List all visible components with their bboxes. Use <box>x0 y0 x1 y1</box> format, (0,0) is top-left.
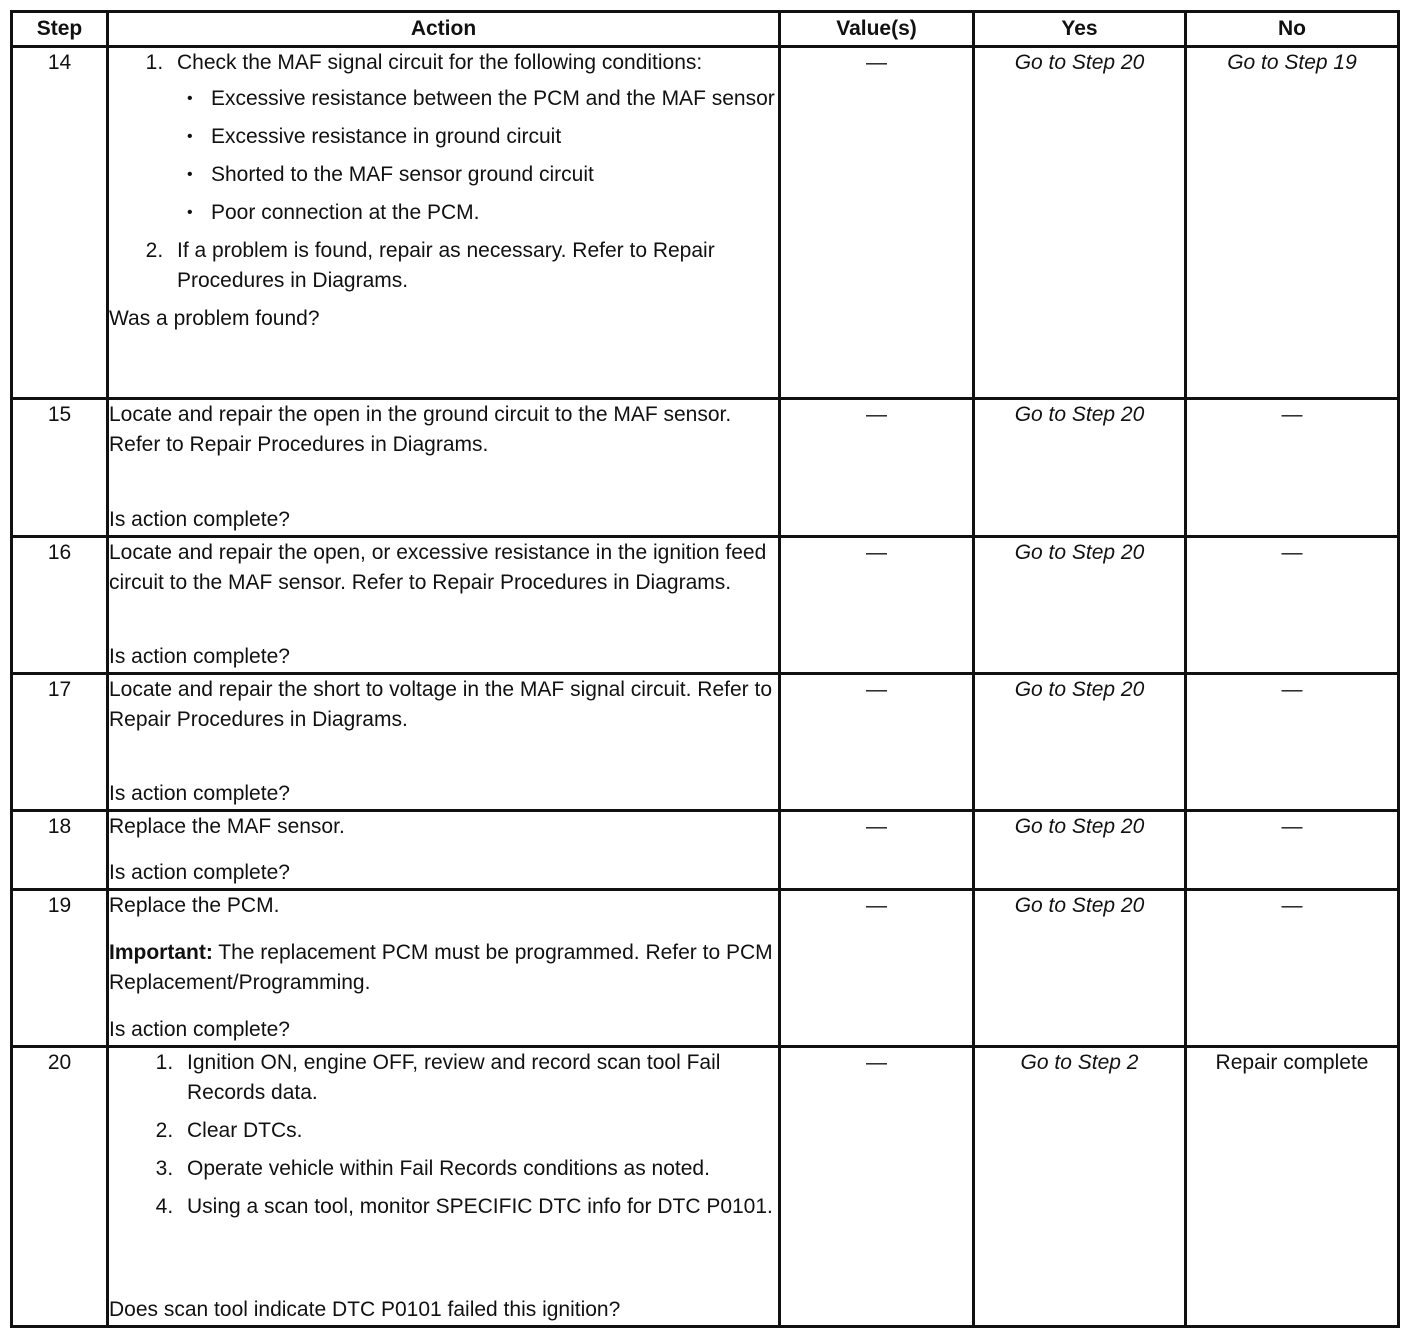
condition-item: • Shorted to the MAF sensor ground circuit <box>205 160 778 190</box>
header-step: Step <box>12 12 108 47</box>
table-row-step-16 <box>12 537 1399 674</box>
no-cell <box>1186 674 1399 811</box>
value-cell <box>780 1047 974 1327</box>
step-number: 18 <box>12 811 108 890</box>
no-cell <box>1186 811 1399 890</box>
action-question: Is action complete? <box>109 1018 290 1041</box>
no-dash: — <box>1281 403 1303 426</box>
action-text: Replace the MAF sensor. <box>109 815 345 838</box>
no-cell <box>1186 1047 1399 1327</box>
condition-item: • Poor connection at the PCM. <box>205 198 778 228</box>
action-cell <box>108 674 780 811</box>
yes-link[interactable]: Go to Step 20 <box>1014 894 1145 917</box>
action-steps <box>109 1048 778 1230</box>
yes-cell <box>974 890 1186 1047</box>
action-cell <box>108 890 780 1047</box>
action-text: Locate and repair the short to voltage in the MAF signal circuit. Refer to Repair Procedures in Diagrams. <box>109 678 773 731</box>
yes-link[interactable]: Go to Step 2 <box>1020 1051 1139 1074</box>
action-steps <box>109 48 778 296</box>
action-question: Is action complete? <box>109 782 290 805</box>
condition-item: • Excessive resistance in ground circuit <box>205 122 778 152</box>
value-cell <box>780 399 974 537</box>
action-question: Is action complete? <box>109 645 290 668</box>
no-link[interactable]: Repair complete <box>1215 1051 1369 1074</box>
value-cell <box>780 47 974 399</box>
condition-item: • Excessive resistance between the PCM and the MAF sensor <box>205 84 778 114</box>
yes-link[interactable]: Go to Step 20 <box>1014 51 1145 74</box>
yes-cell <box>974 674 1186 811</box>
no-dash: — <box>1281 541 1303 564</box>
value-cell <box>780 890 974 1047</box>
header-values: Value(s) <box>780 12 974 47</box>
yes-cell <box>974 47 1186 399</box>
step-number: 17 <box>12 674 108 811</box>
value-dash: — <box>866 678 887 701</box>
header-action: Action <box>108 12 780 47</box>
action-question: Does scan tool indicate DTC P0101 failed this ignition? <box>109 1298 621 1321</box>
no-dash: — <box>1281 815 1303 838</box>
yes-link[interactable]: Go to Step 20 <box>1014 541 1145 564</box>
action-question: Was a problem found? <box>109 307 320 330</box>
action-cell <box>108 537 780 674</box>
action-question: Is action complete? <box>109 861 290 884</box>
step-number: 16 <box>12 537 108 674</box>
header-row <box>12 12 1399 47</box>
yes-cell <box>974 811 1186 890</box>
action-step-item: 2. Clear DTCs. <box>179 1116 778 1146</box>
important-note <box>109 938 778 998</box>
header-yes: Yes <box>974 12 1186 47</box>
yes-link[interactable]: Go to Step 20 <box>1014 678 1145 701</box>
value-dash: — <box>866 51 887 74</box>
yes-link[interactable]: Go to Step 20 <box>1014 403 1145 426</box>
action-cell <box>108 399 780 537</box>
table-row-step-19 <box>12 890 1399 1047</box>
action-step-item: 1. Ignition ON, engine OFF, review and record scan tool Fail Records data. <box>179 1048 778 1108</box>
action-question: Is action complete? <box>109 508 290 531</box>
step-number: 20 <box>12 1047 108 1327</box>
action-cell <box>108 1047 780 1327</box>
table-row-step-17 <box>12 674 1399 811</box>
step-number: 19 <box>12 890 108 1047</box>
value-cell <box>780 537 974 674</box>
table-row-step-18 <box>12 811 1399 890</box>
no-cell <box>1186 47 1399 399</box>
yes-cell <box>974 1047 1186 1327</box>
action-step-text: Check the MAF signal circuit for the following conditions: <box>177 51 703 74</box>
no-link[interactable]: Go to Step 19 <box>1227 51 1357 74</box>
action-text: Locate and repair the open in the ground circuit to the MAF sensor. Refer to Repair Procedures in Diagrams. <box>109 403 732 456</box>
value-dash: — <box>866 1051 887 1074</box>
action-cell <box>108 811 780 890</box>
yes-cell <box>974 399 1186 537</box>
no-dash: — <box>1281 678 1303 701</box>
important-text: The replacement PCM must be programmed. Refer to PCM Replacement/Programming. <box>109 941 773 994</box>
condition-list <box>177 84 778 228</box>
action-step-item: 4. Using a scan tool, monitor SPECIFIC DTC info for DTC P0101. <box>179 1192 778 1222</box>
table-row-step-15 <box>12 399 1399 537</box>
value-cell <box>780 811 974 890</box>
header-no: No <box>1186 12 1399 47</box>
no-cell <box>1186 890 1399 1047</box>
action-step-item: 3. Operate vehicle within Fail Records conditions as noted. <box>179 1154 778 1184</box>
step-number: 14 <box>12 47 108 399</box>
yes-cell <box>974 537 1186 674</box>
action-cell <box>108 47 780 399</box>
action-text: Replace the PCM. <box>109 894 280 917</box>
action-text: Locate and repair the open, or excessive resistance in the ignition feed circuit to the MAF sensor. Refer to Repair Procedures in Diagrams. <box>109 541 767 594</box>
important-label: Important: <box>109 941 213 964</box>
value-dash: — <box>866 403 887 426</box>
value-dash: — <box>866 541 887 564</box>
yes-link[interactable]: Go to Step 20 <box>1014 815 1145 838</box>
value-dash: — <box>866 894 887 917</box>
table-row-step-14 <box>12 47 1399 399</box>
value-cell <box>780 674 974 811</box>
no-cell <box>1186 537 1399 674</box>
action-step-item: 2. If a problem is found, repair as necessary. Refer to Repair Procedures in Diagrams. <box>169 236 778 296</box>
step-number: 15 <box>12 399 108 537</box>
no-dash: — <box>1281 894 1303 917</box>
no-cell <box>1186 399 1399 537</box>
table-row-step-20 <box>12 1047 1399 1327</box>
action-step-item <box>169 48 778 228</box>
diagnostic-table <box>10 10 1400 1328</box>
value-dash: — <box>866 815 887 838</box>
